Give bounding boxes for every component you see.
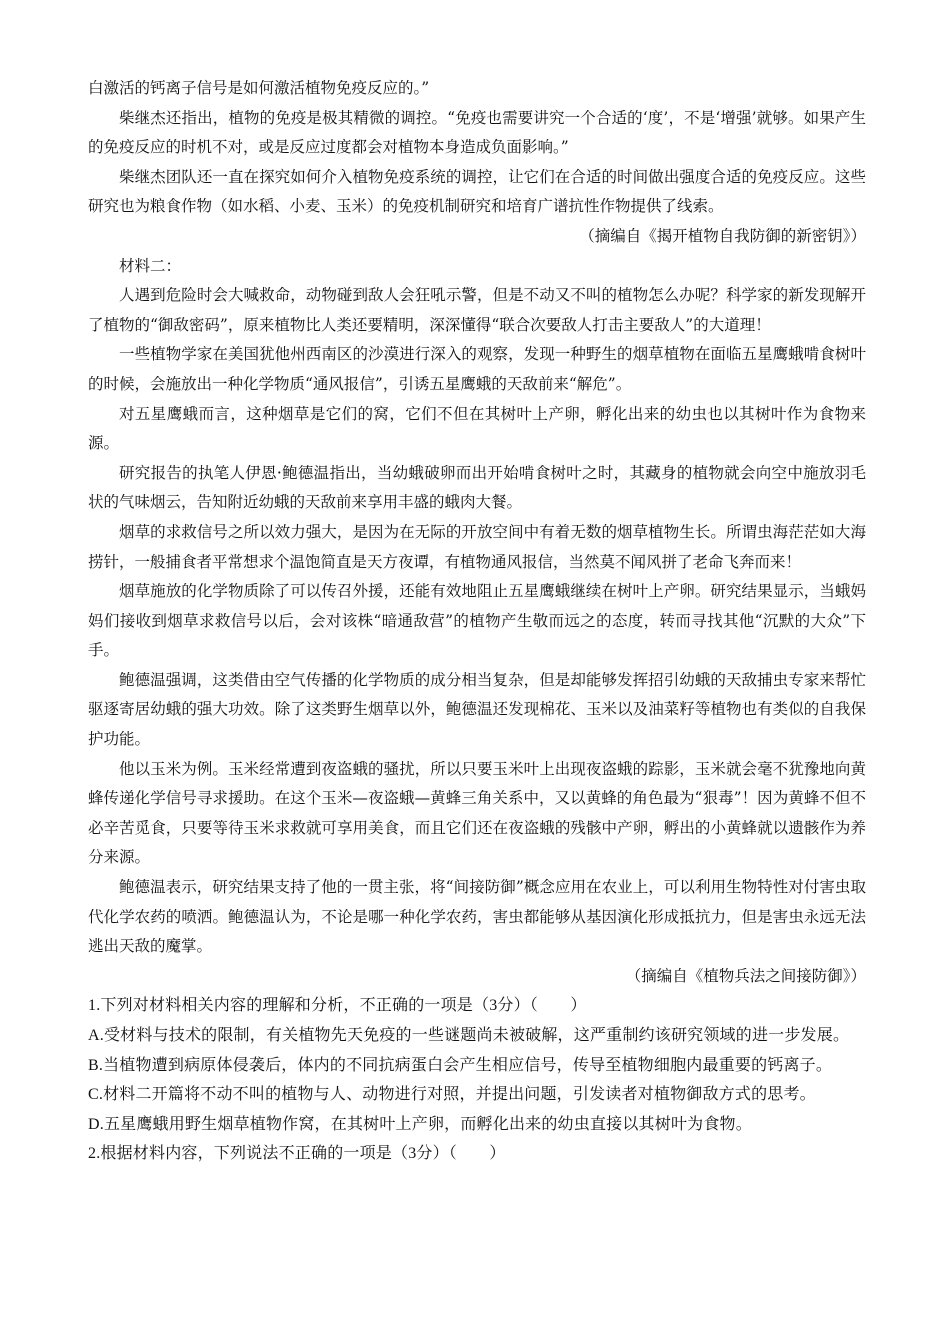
paragraph: 人遇到危险时会大喊救命，动物碰到敌人会狂吼示警，但是不动又不叫的植物怎么办呢？科学家的新发现解开了植物的“御敌密码”，原来植物比人类还要精明，深深懂得“联合次要敌人打击主要敌人”的大道理！	[88, 286, 866, 334]
paragraph: 柴继杰还指出，植物的免疫是极其精微的调控。“免疫也需要讲究一个合适的‘度’，不是‘增强’就够。如果产生的免疫反应的时机不对，或是反应过度都会对植物本身造成负面影响。”	[88, 108, 866, 157]
paragraph: 对五星鹰蛾而言，这种烟草是它们的窝，它们不但在其树叶上产卵，孵化出来的幼虫也以其树叶作为食物来源。	[88, 404, 866, 453]
paragraph: 烟草施放的化学物质除了可以传召外援，还能有效地阻止五星鹰蛾继续在树叶上产卵。研究结果显示，当蛾妈妈们接收到烟草求救信号以后，会对该株“暗通敌营”的植物产生敬而远之的态度，转而寻找其他“沉默的大众”下手。	[88, 582, 866, 660]
paragraph: 鲍德温强调，这类借由空气传播的化学物质的成分相当复杂，但是却能够发挥招引幼蛾的天敌捕虫专家来帮忙驱逐寄居幼蛾的强大功效。除了这类野生烟草以外，鲍德温还发现棉花、玉米以及油菜籽等植物也有类似的自我保护功能。	[88, 670, 866, 749]
source-citation-2: （摘编自《植物兵法之间接防御》）	[625, 966, 866, 985]
question-1-option-d: D.五星鹰蛾用野生烟草植物作窝，在其树叶上产卵，而孵化出来的幼虫直接以其树叶为食物。	[88, 1115, 752, 1133]
question-1-option-c: C.材料二开篇将不动不叫的植物与人、动物进行对照，并提出问题，引发读者对植物御敌方式的思考。	[88, 1086, 816, 1104]
paragraph: 烟草的求救信号之所以效力强大，是因为在无际的开放空间中有着无数的烟草植物生长。所谓虫海茫茫如大海捞针，一般捕食者平常想求个温饱简直是天方夜谭，有植物通风报信，当然莫不闻风拼了老命飞奔而来！	[88, 522, 866, 571]
paragraph: 研究报告的执笔人伊恩·鲍德温指出，当幼蛾破卵而出开始啃食树叶之时，其藏身的植物就会向空中施放羽毛状的气味烟云，告知附近幼蛾的天敌前来享用丰盛的蛾肉大餐。	[88, 463, 866, 512]
question-2-stem: 2.根据材料内容，下列说法不正确的一项是（3分）（ ）	[88, 1145, 506, 1163]
question-1-option-a: A.受材料与技术的限制，有关植物先天免疫的一些谜题尚未被破解，这严重制约该研究领域的进一步发展。	[88, 1027, 850, 1044]
question-1-option-b: B.当植物遭到病原体侵袭后，体内的不同抗病蛋白会产生相应信号，传导至植物细胞内最重要的钙离子。	[88, 1056, 833, 1074]
paragraph: 白激活的钙离子信号是如何激活植物免疫反应的。”	[88, 79, 430, 97]
paragraph: 鲍德温表示，研究结果支持了他的一贯主张，将“间接防御”概念应用在农业上，可以利用生物特性对付害虫取代化学农药的喷洒。鲍德温认为，不论是哪一种化学农药，害虫都能够从基因演化形成抵抗力，但是害虫永远无法逃出天敌的魔掌。	[88, 878, 866, 956]
exam-page	[88, 74, 866, 1169]
source-citation-1: （摘编自《揭开植物自我防御的新密钥》）	[579, 226, 866, 245]
paragraph: 他以玉米为例。玉米经常遭到夜盗蛾的骚扰，所以只要玉米叶上出现夜盗蛾的踪影，玉米就会毫不犹豫地向黄蜂传递化学信号寻求援助。在这个玉米—夜盗蛾—黄蜂三角关系中，又以黄蜂的角色最为“狠毒”！因为黄蜂不但不必辛苦觅食，只要等待玉米求救就可享用美食，而且它们还在夜盗蛾的残骸中产卵，孵出的小黄蜂就以遗骸作为养分来源。	[88, 759, 866, 867]
material-2-heading: 材料二：	[119, 256, 182, 275]
paragraph: 一些植物学家在美国犹他州西南区的沙漠进行深入的观察，发现一种野生的烟草植物在面临五星鹰蛾啃食树叶的时候，会施放出一种化学物质“通风报信”，引诱五星鹰蛾的天敌前来“解危”。	[88, 345, 866, 393]
question-1-stem: 1.下列对材料相关内容的理解和分析，不正确的一项是（3分）（ ）	[88, 997, 587, 1015]
paragraph: 柴继杰团队还一直在探究如何介入植物免疫系统的调控，让它们在合适的时间做出强度合适的免疫反应。这些研究也为粮食作物（如水稻、小麦、玉米）的免疫机制研究和培育广谱抗性作物提供了线索。	[88, 167, 866, 216]
